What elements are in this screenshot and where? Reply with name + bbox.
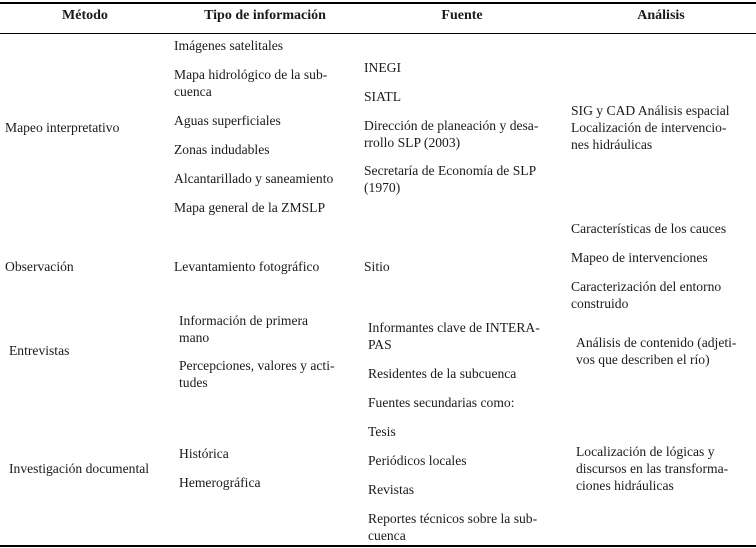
table-top-rule xyxy=(0,2,756,4)
row-metodo: Observación xyxy=(5,259,74,274)
fuente-item: Tesis xyxy=(368,424,396,439)
fuente-item: Revistas xyxy=(368,482,415,497)
row-metodo: Investigación documental xyxy=(9,461,150,476)
fuente-item: Secretaría de Economía de SLP (1970) xyxy=(364,163,537,195)
fuente-item: Reportes técnicos sobre la sub- cuenca xyxy=(368,511,538,543)
tipo-item: Imágenes satelitales xyxy=(174,38,284,53)
header-metodo: Método xyxy=(62,8,108,23)
analisis-item: Localización de lógicas y discursos en las transforma- ciones hidráulicas xyxy=(576,444,729,493)
table-header-rule xyxy=(0,33,756,34)
analisis-item: Características de los cauces xyxy=(571,221,727,236)
tipo-item: Mapa general de la ZMSLP xyxy=(174,200,325,215)
fuente-item: Residentes de la subcuenca xyxy=(368,366,517,381)
tipo-item: Percepciones, valores y acti- tudes xyxy=(179,358,335,390)
fuente-item: INEGI xyxy=(364,60,401,75)
tipo-item: Histórica xyxy=(179,446,229,461)
tipo-item: Información de primera mano xyxy=(179,313,309,345)
tipo-item: Aguas superficiales xyxy=(174,113,281,128)
tipo-item: Alcantarillado y saneamiento xyxy=(174,171,334,186)
header-fuente: Fuente xyxy=(441,8,483,23)
analisis-item: Mapeo de intervenciones xyxy=(571,250,708,265)
header-analisis: Análisis xyxy=(637,8,685,23)
analisis-item: SIG y CAD Análisis espacial Localización de intervencio- nes hidráulicas xyxy=(571,103,730,152)
tipo-item: Zonas indudables xyxy=(174,142,270,157)
tipo-item: Mapa hidrológico de la sub- cuenca xyxy=(174,67,328,99)
tipo-item: Levantamiento fotográfico xyxy=(174,259,320,274)
row-metodo: Mapeo interpretativo xyxy=(5,120,120,135)
fuente-item: Fuentes secundarias como: xyxy=(368,395,515,410)
fuente-item: Periódicos locales xyxy=(368,453,467,468)
header-tipo: Tipo de información xyxy=(204,8,326,23)
analisis-item: Caracterización del entorno construido xyxy=(571,279,722,311)
table-bottom-rule xyxy=(0,545,756,547)
row-metodo: Entrevistas xyxy=(9,343,70,358)
fuente-item: SIATL xyxy=(364,89,402,104)
fuente-item: Dirección de planeación y desa- rrollo SLP (2003) xyxy=(364,118,539,150)
analisis-item: Análisis de contenido (adjeti- vos que describen el río) xyxy=(576,335,737,367)
fuente-item: Informantes clave de INTERA- PAS xyxy=(368,320,540,352)
fuente-item: Sitio xyxy=(364,259,390,274)
tipo-item: Hemerográfica xyxy=(179,475,261,490)
